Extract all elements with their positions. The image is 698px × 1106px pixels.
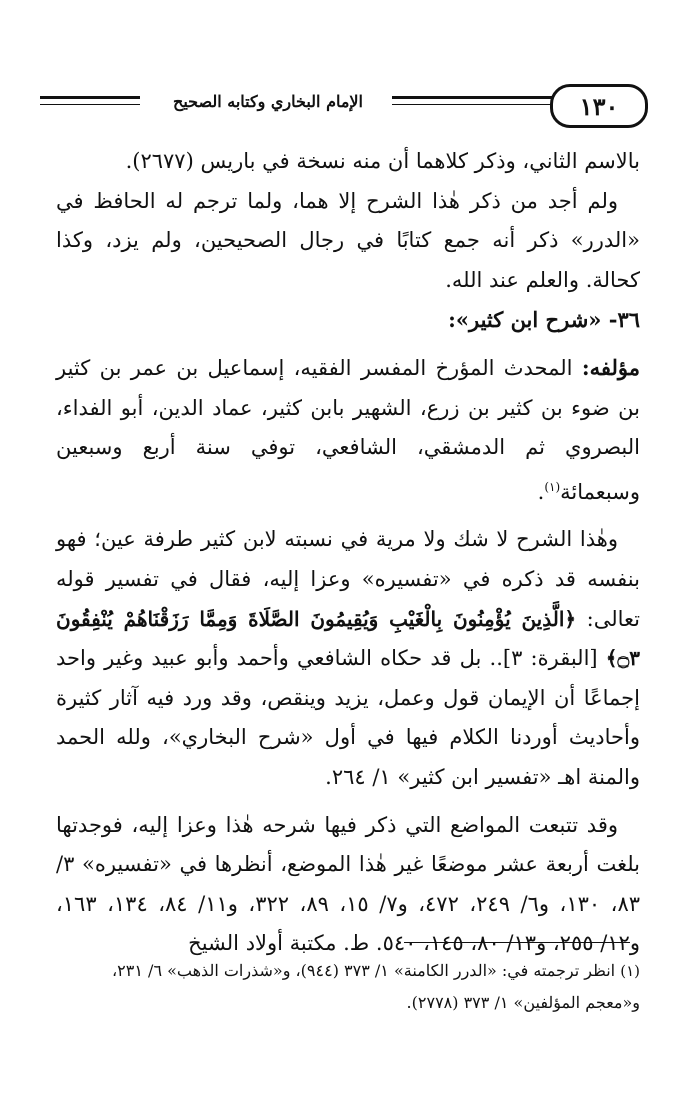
paragraph: وقد تتبعت المواضع التي ذكر فيها شرحه هٰذا وعزا إليه، فوجدتها بلغت أربعة عشر موضعًا غير هٰذا الموضع، أنظرها في «تفسيره» ٣/ ٨٣، ١٣٠، و٦/ ٢٤٩، ٤٧٢، و٧/ ١٥، ٨٩، ٣٢٢، و١١/ ٨٤، ١٣٤، ١٦٣، و١٢/ ٢٥٥، و١٣/ ٨٠، ١٤٥، ٥٤٠. ط. مكتبة أولاد الشيخ [56, 812, 640, 956]
author-label: مؤلفه: [581, 354, 640, 380]
page-header [40, 78, 666, 128]
footnote-text: انظر ترجمته في: «الدرر الكامنة» ١/ ٣٧٣ (٩٤٤)، و«شذرات الذهب» ٦/ ٢٣١، و«معجم المؤلفين» ١/ ٣٧٣ (٢٧٧٨). [112, 961, 640, 1012]
verse-reference: [البقرة: ٣].. [489, 646, 598, 671]
footnotes [56, 955, 640, 1019]
text-span: وهٰذا الشرح لا شك ولا مرية في نسبته لابن كثير طرفة عين؛ فهو بنفسه قد ذكره في «تفسيره» وعزا إليه، فقال في تفسير قوله تعالى: [56, 527, 640, 631]
paragraph: بالاسم الثاني، وذكر كلاهما أن منه نسخة في باريس (٢٦٧٧). [125, 149, 640, 173]
running-title: الإمام البخاري وكتابه الصحيح [173, 92, 363, 111]
header-rule-left [40, 96, 140, 99]
paragraph [56, 520, 640, 797]
quran-verse: ﴿الَّذِينَ يُؤْمِنُونَ بِالْغَيْبِ وَيُقِيمُونَ الصَّلَاةَ وَمِمَّا رَزَقْنَاهُمْ يُنْفِقُونَ ۝٣﴾ [56, 606, 640, 671]
page-number: ١٣٠ [550, 84, 648, 128]
paragraph: ولم أجد من ذكر هٰذا الشرح إلا هما، ولما ترجم له الحافظ في «الدرر» ذكر أنه جمع كتابًا في رجال الصحيحين، ولم يزد، وكذا كحالة. والعلم عند الله. [56, 188, 640, 292]
text-span: بل قد حكاه الشافعي وأحمد وأبو عبيد وغير واحد إجماعًا أن الإيمان قول وعمل، يزيد وينقص، وقد ورد فيه آثار كثيرة وأحاديث أوردنا الكلام فيها في أول «شرح البخاري»، ولله الحمد والمنة اهـ «تفسير ابن كثير» ١/ ٢٦٤. [56, 646, 640, 789]
paragraph: مؤلفه: المحدث المؤرخ المفسر الفقيه، إسماعيل بن عمر بن كثير بن ضوء بن كثير بن زرع، الشهير بابن كثير، عماد الدين، أبو الفداء، البصروي ثم الدمشقي، الشافعي، توفي سنة أربع وسبعين وسبعمائة$^{(١)}$. [56, 354, 640, 504]
header-rule-left-thin [40, 104, 140, 105]
header-rule-right-thin [392, 104, 552, 105]
header-rule-right [392, 96, 552, 99]
section-heading: ٣٦- «شرح ابن كثير»: [448, 307, 640, 333]
footnote-ref: (١) [544, 479, 561, 494]
main-text [56, 142, 640, 964]
footnote-separator [404, 942, 630, 943]
footnote-mark: (١) [620, 962, 640, 980]
footnote [56, 955, 640, 1019]
author-bio: المحدث المؤرخ المفسر الفقيه، إسماعيل بن عمر بن كثير بن ضوء بن كثير بن زرع، الشهير بابن كثير، عماد الدين، أبو الفداء، البصروي ثم الدمشقي، الشافعي، توفي سنة أربع وسبعين وسبعمائة [56, 355, 640, 504]
